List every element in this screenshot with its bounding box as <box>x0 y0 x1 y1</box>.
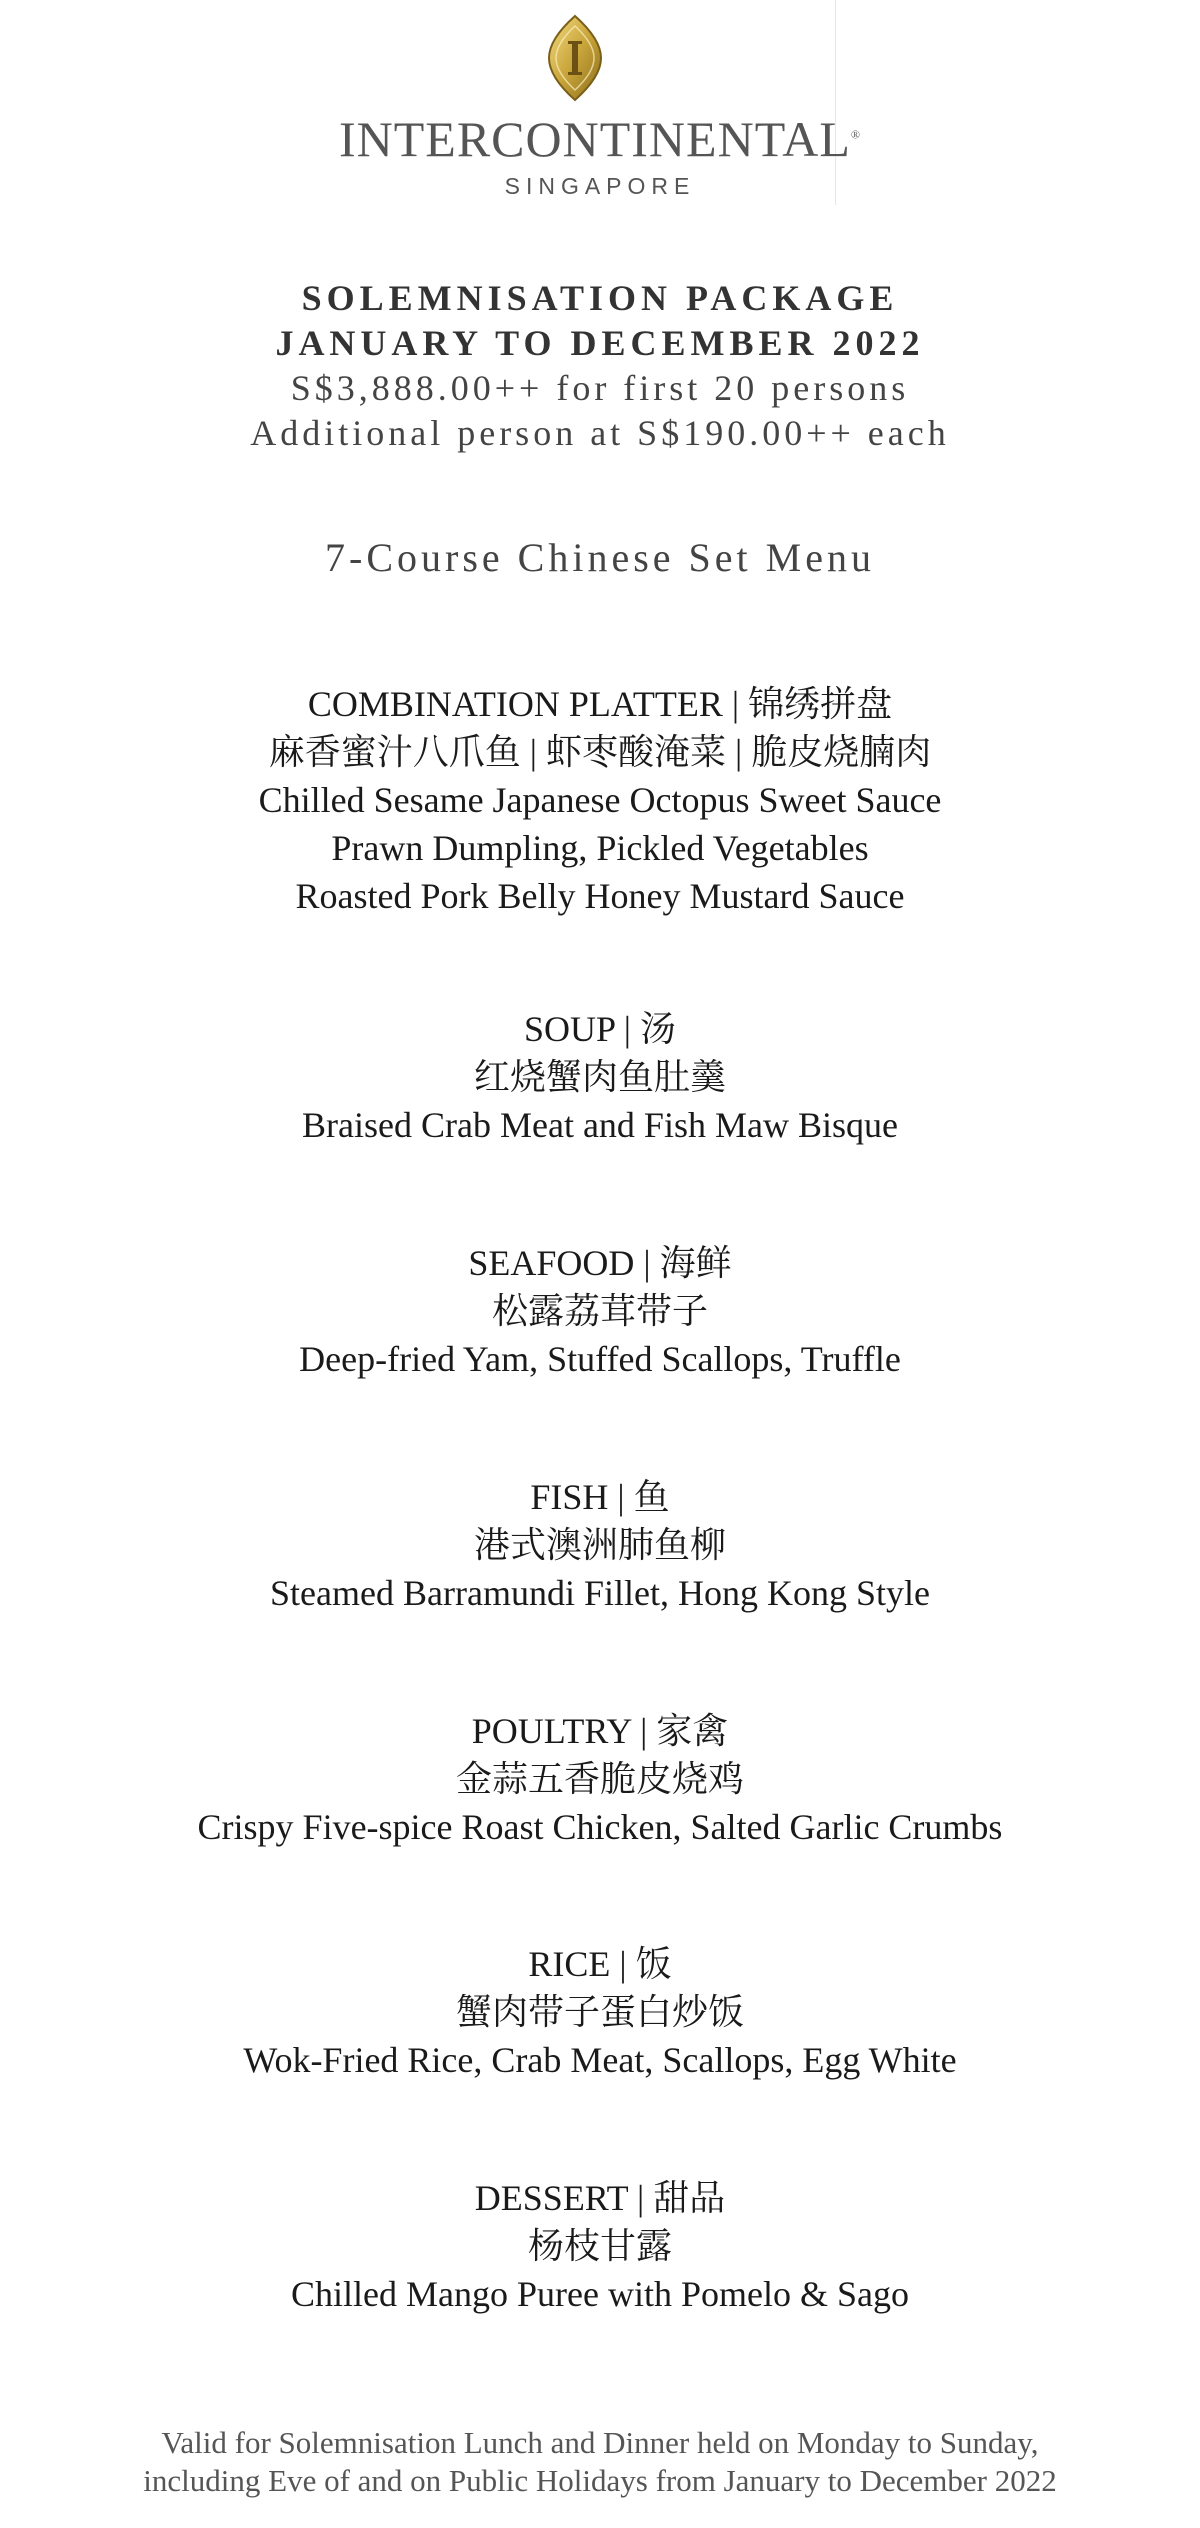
registered-mark: ® <box>850 127 862 142</box>
menu-title: 7-Course Chinese Set Menu <box>325 535 875 580</box>
course-chinese-name: 金蒜五香脆皮烧鸡 <box>455 1759 744 1799</box>
course-chinese-name: 蟹肉带子蛋白炒饭 <box>455 1992 744 2032</box>
course-seafood <box>0 1239 1200 1383</box>
brand-wordmark: INTERCONTINENTAL <box>338 111 851 167</box>
course-chinese-name: 港式澳洲肺鱼柳 <box>473 1525 726 1565</box>
brand-name <box>0 110 1200 168</box>
course-combination-platter <box>0 680 1200 920</box>
course-heading: FISH | 鱼 <box>530 1477 670 1517</box>
validity-line: Valid for Solemnisation Lunch and Dinner held on Monday to Sunday, <box>161 2425 1039 2460</box>
course-dessert <box>0 2174 1200 2318</box>
course-english-line: Wok-Fried Rice, Crab Meat, Scallops, Egg White <box>243 2040 957 2080</box>
course-heading: RICE | 饭 <box>528 1944 672 1984</box>
course-english-line: Crispy Five-spice Roast Chicken, Salted Garlic Crumbs <box>197 1807 1003 1847</box>
package-period: JANUARY TO DECEMBER 2022 <box>275 323 925 363</box>
course-english-line: Steamed Barramundi Fillet, Hong Kong Style <box>270 1573 930 1613</box>
validity-note <box>0 2424 1200 2500</box>
course-english-line: Deep-fried Yam, Stuffed Scallops, Truffle <box>299 1339 901 1379</box>
course-english-line: Chilled Sesame Japanese Octopus Sweet Sauce <box>258 780 942 820</box>
course-poultry <box>0 1707 1200 1851</box>
brand-location: SINGAPORE <box>504 173 696 199</box>
course-heading: SEAFOOD | 海鲜 <box>468 1243 732 1283</box>
validity-line: including Eve of and on Public Holidays from January to December 2022 <box>143 2463 1057 2498</box>
course-fish <box>0 1473 1200 1617</box>
package-additional-price: Additional person at S$190.00++ each <box>250 413 950 453</box>
course-chinese-name: 松露荔茸带子 <box>491 1291 708 1331</box>
course-english-line: Prawn Dumpling, Pickled Vegetables <box>331 828 869 868</box>
course-heading: SOUP | 汤 <box>524 1009 676 1049</box>
intercontinental-emblem-icon <box>545 14 605 102</box>
course-heading: DESSERT | 甜品 <box>474 2178 726 2218</box>
package-price: S$3,888.00++ for first 20 persons <box>290 368 910 408</box>
course-heading: COMBINATION PLATTER | 锦绣拼盘 <box>307 684 893 724</box>
course-rice <box>0 1940 1200 2084</box>
course-english-line: Roasted Pork Belly Honey Mustard Sauce <box>295 876 905 916</box>
course-soup <box>0 1005 1200 1149</box>
package-title: SOLEMNISATION PACKAGE <box>301 278 899 318</box>
course-english-line: Braised Crab Meat and Fish Maw Bisque <box>302 1105 898 1145</box>
course-chinese-name: 红烧蟹肉鱼肚羹 <box>473 1057 726 1097</box>
package-header <box>0 276 1200 456</box>
course-heading: POULTRY | 家禽 <box>471 1711 729 1751</box>
course-english-line: Chilled Mango Puree with Pomelo & Sago <box>291 2274 909 2314</box>
course-chinese-name: 杨枝甘露 <box>527 2226 672 2266</box>
course-chinese-name: 麻香蜜汁八爪鱼 | 虾枣酸淹菜 | 脆皮烧腩肉 <box>268 732 932 772</box>
